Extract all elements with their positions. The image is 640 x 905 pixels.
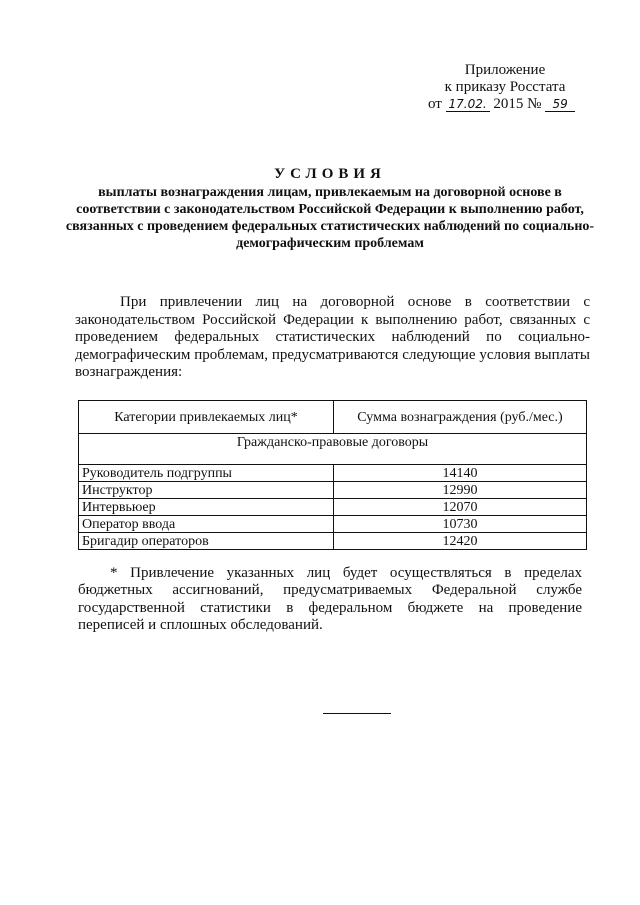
title-subtitle: выплаты вознаграждения лицам, привлекаемым на договорной основе в соответствии с законодательством Российской Федерации к выполнению работ, связанных с проведением федеральных статистических наблюдений по социально-демографическим проблемам [65,185,595,251]
document-title [60,164,600,252]
table-row [79,499,587,516]
intro-paragraph: При привлечении лиц на договорной основе в соответствии с законодательством Российской Федерации к выполнению работ, связанных с проведением федеральных статистических наблюдений по социально-демографическим проблемам, предусматриваются следующие условия выплаты вознаграждения: [75,294,590,381]
appendix-date-line [428,96,585,113]
row-amount: 12070 [334,499,587,516]
table-row [79,482,587,499]
row-category: Оператор ввода [79,516,334,533]
appendix-block [425,62,585,113]
date-prefix: от [428,96,442,112]
number-prefix: № [527,96,542,112]
table-row [79,465,587,482]
header-amount: Сумма вознаграждения (руб./мес.) [334,401,587,434]
footnote-paragraph: * Привлечение указанных лиц будет осуществляться в пределах бюджетных ассигнований, предусматриваемых Федеральной службе государственной статистики в федеральном бюджете на проведение переписей и сплошных обследований. [78,565,582,634]
row-category: Руководитель подгруппы [79,465,334,482]
header-category: Категории привлекаемых лиц* [79,401,334,434]
appendix-order-ref: к приказу Росстата [444,79,566,95]
title-main: УСЛОВИЯ [274,166,386,182]
remuneration-table [78,400,587,550]
row-category: Интервьюер [79,499,334,516]
row-amount: 12990 [334,482,587,499]
group-row [79,434,587,451]
group-spacer-row [79,450,587,465]
row-amount: 12420 [334,533,587,550]
appendix-label: Приложение [464,62,546,78]
row-category: Бригадир операторов [79,533,334,550]
table-row [79,516,587,533]
end-divider [323,713,391,714]
group-label: Гражданско-правовые договоры [79,434,587,451]
row-category: Инструктор [79,482,334,499]
row-amount: 14140 [334,465,587,482]
table-header-row [79,401,587,434]
order-year: 2015 [493,96,524,112]
handwritten-order-number: 59 [545,97,575,112]
handwritten-date: 17.02. [446,97,490,112]
table-row [79,533,587,550]
row-amount: 10730 [334,516,587,533]
